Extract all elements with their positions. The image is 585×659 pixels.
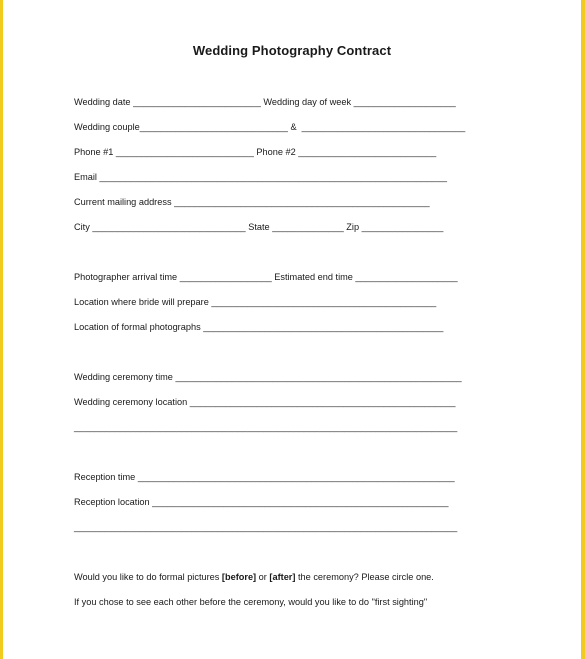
wedding-date-row: Wedding date _________________________ Wedding day of week ____________________ <box>74 97 456 107</box>
formal-photos-location-row: Location of formal photographs _______________________________________________ <box>74 322 444 332</box>
question-text: the ceremony? Please circle one. <box>295 572 434 582</box>
after-option: [after] <box>269 572 296 582</box>
email-row: Email ____________________________________________________________________ <box>74 172 447 182</box>
bride-prepare-location-row: Location where bride will prepare ____________________________________________ <box>74 297 437 307</box>
reception-time-row: Reception time ______________________________________________________________ <box>74 472 455 482</box>
first-sighting-question: If you chose to see each other before the ceremony, would you like to do "first sighting" <box>74 597 428 607</box>
ceremony-location-extra-row: ___________________________________________________________________________ <box>74 422 458 432</box>
formal-pictures-question <box>74 571 434 583</box>
city-state-zip-row: City ______________________________ State ______________ Zip ________________ <box>74 222 444 232</box>
question-text: Would you like to do formal pictures <box>74 572 222 582</box>
before-option: [before] <box>221 572 257 582</box>
contract-page <box>3 0 581 659</box>
reception-location-row: Reception location __________________________________________________________ <box>74 497 449 507</box>
question-text: or <box>256 572 270 582</box>
ceremony-time-row: Wedding ceremony time ________________________________________________________ <box>74 372 462 382</box>
arrival-end-time-row: Photographer arrival time __________________ Estimated end time ____________________ <box>74 272 458 282</box>
ceremony-location-row: Wedding ceremony location ____________________________________________________ <box>74 397 456 407</box>
page-title: Wedding Photography Contract <box>192 43 392 58</box>
phone-row: Phone #1 ___________________________ Phone #2 ___________________________ <box>74 147 437 157</box>
reception-location-extra-row: ___________________________________________________________________________ <box>74 522 458 532</box>
wedding-couple-row: Wedding couple_____________________________ & ________________________________ <box>74 122 466 132</box>
mailing-address-row: Current mailing address __________________________________________________ <box>74 197 430 207</box>
